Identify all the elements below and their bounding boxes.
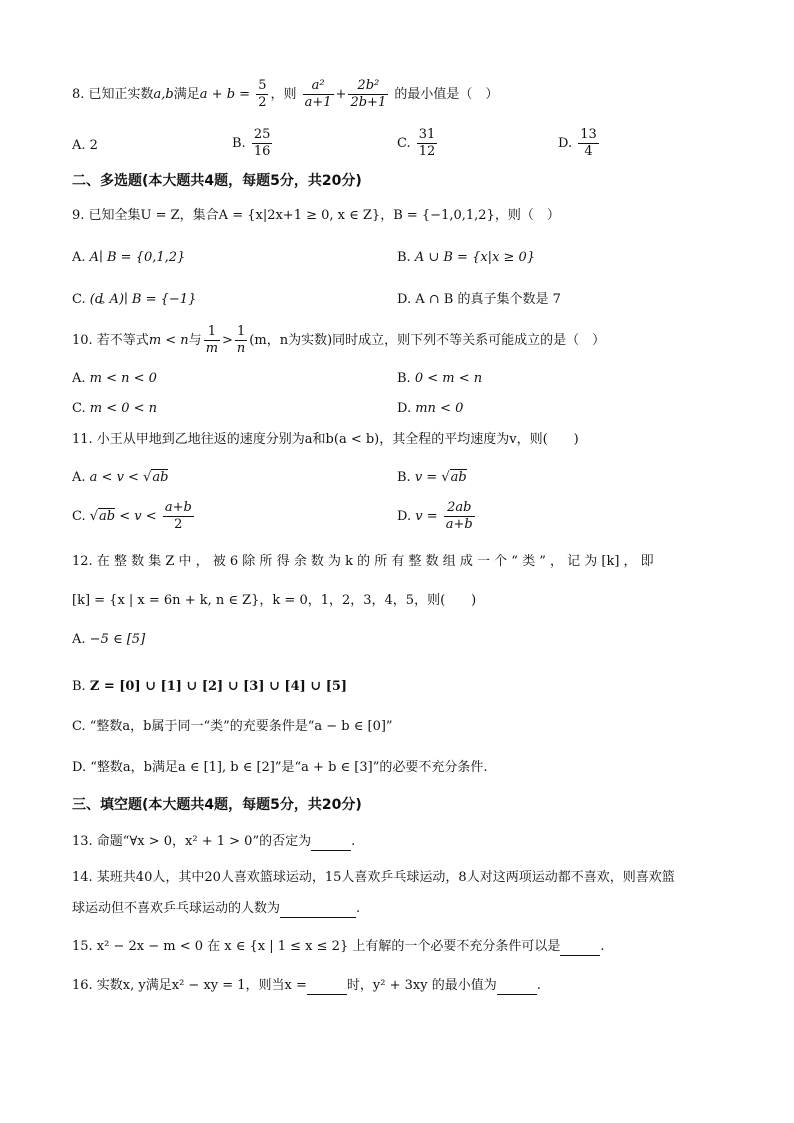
q8-stem-text-2: 满足 bbox=[173, 87, 200, 102]
q13-answer-blank[interactable] bbox=[311, 836, 351, 851]
q12-option-b: B. Z = [0] ∪ [1] ∪ [2] ∪ [3] ∪ [4] ∪ [5] bbox=[72, 679, 348, 694]
q8-stem-text-4: 的最小值是（ ） bbox=[394, 87, 499, 102]
q11-option-d: D. v = $\frac{2ab}{a+b}$ bbox=[397, 500, 473, 532]
q12-line-1: 12. 在 整 数 集 Z 中 ， 被 6 除 所 得 余 数 为 k 的 所 有 整 数 组 成 一 个 “ 类 ” ， 记 为 [k] ， 即 bbox=[72, 554, 654, 569]
q14-answer-blank[interactable] bbox=[280, 903, 356, 918]
q8-stem-text-3: ，则 bbox=[270, 87, 297, 102]
q8-stem-text: 8. 已知正实数 bbox=[72, 87, 154, 102]
q11-option-a: A. a < v < √ab bbox=[72, 470, 169, 485]
q10-option-b: B. 0 < m < n bbox=[397, 371, 483, 386]
q14-line-1: 14. 某班共40人，其中20人喜欢篮球运动，15人喜欢乒乓球运动，8人对这两项运动都不喜欢，则喜欢篮 bbox=[72, 870, 675, 885]
section-2-title: 二、多选题(本大题共4题，每题5分，共20分) bbox=[72, 173, 362, 189]
q10-option-a: A. m < n < 0 bbox=[72, 371, 157, 386]
q9-option-a: A. A∣ B = {0,1,2} bbox=[72, 250, 186, 265]
q8-condition: a + b = bbox=[199, 87, 251, 102]
q11-option-b: B. v = √ab bbox=[397, 470, 467, 485]
q10-stem: 10. 若不等式m < n与 $\frac{1}{m}$ > $\frac{1}{n}$ (m，n为实数)同时成立，则下列不等关系可能成立的是（ ） bbox=[72, 324, 606, 356]
q8-stem bbox=[72, 78, 498, 111]
q9-stem: 9. 已知全集U = Z，集合A = {x|2x+1 ≥ 0, x ∈ Z}，B = {−1,0,1,2}，则（ ） bbox=[72, 208, 560, 223]
q9-option-d: D. A ∩ B 的真子集个数是 7 bbox=[397, 292, 561, 307]
q12-option-c: C. “整数a，b属于同一“类”的充要条件是“a − b ∈ [0]” bbox=[72, 719, 393, 734]
section-3-title: 三、填空题(本大题共4题，每题5分，共20分) bbox=[72, 797, 362, 813]
q15-answer-blank[interactable] bbox=[560, 941, 600, 956]
q8-fraction-2: $\frac{\text{2b²}}{2b+1}$ bbox=[350, 78, 387, 110]
q16-answer-blank-2[interactable] bbox=[497, 980, 537, 995]
q10-option-c: C. m < 0 < n bbox=[72, 401, 158, 416]
q15: 15. x² − 2x − m < 0 在 x ∈ {x | 1 ≤ x ≤ 2} 上有解的一个必要不充分条件可以是 . bbox=[72, 939, 605, 954]
q12-line-2: [k] = {x | x = 6n + k, n ∈ Z}，k = 0，1，2，3，4，5，则( ) bbox=[72, 593, 477, 608]
q8-option-a: A. 2 bbox=[72, 138, 98, 153]
q11-option-c: C. √ab < v < $\frac{a+b}{2}$ bbox=[72, 500, 192, 532]
q16-answer-blank-1[interactable] bbox=[307, 980, 347, 995]
q14-line-2: 球运动但不喜欢乒乓球运动的人数为 . bbox=[72, 901, 361, 916]
q8-fraction-1: $\frac{\text{a²}}{a+1}$ bbox=[304, 78, 332, 110]
q12-option-d: D. “整数a，b满足a ∈ [1], b ∈ [2]”是“a + b ∈ [3]”的必要不充分条件. bbox=[72, 760, 488, 775]
q10-option-d: D. mn < 0 bbox=[397, 401, 464, 416]
q16: 16. 实数x, y满足x² − xy = 1，则当x = 时，y² + 3xy 的最小值为 . bbox=[72, 978, 541, 993]
q8-cond-fraction: $\frac{5}{2}$ bbox=[258, 78, 267, 110]
q13: 13. 命题“∀x > 0，x² + 1 > 0”的否定为 . bbox=[72, 834, 356, 849]
q8-option-d: D. $\frac{13}{4}$ bbox=[558, 127, 597, 159]
q8-plus: + bbox=[335, 87, 347, 102]
q8-option-b: B. $\frac{25}{16}$ bbox=[232, 127, 271, 159]
q9-option-c: C. (ȡ A)∣ B = {−1} bbox=[72, 292, 197, 307]
q11-stem: 11. 小王从甲地到乙地往返的速度分别为a和b(a < b)，其全程的平均速度为v，则( ) bbox=[72, 432, 579, 447]
q8-vars: a,b bbox=[153, 87, 174, 102]
q12-option-a: A. −5 ∈ [5] bbox=[72, 632, 146, 647]
q8-option-c: C. $\frac{31}{12}$ bbox=[397, 127, 436, 159]
q9-option-b: B. A ∪ B = {x|x ≥ 0} bbox=[397, 250, 536, 265]
